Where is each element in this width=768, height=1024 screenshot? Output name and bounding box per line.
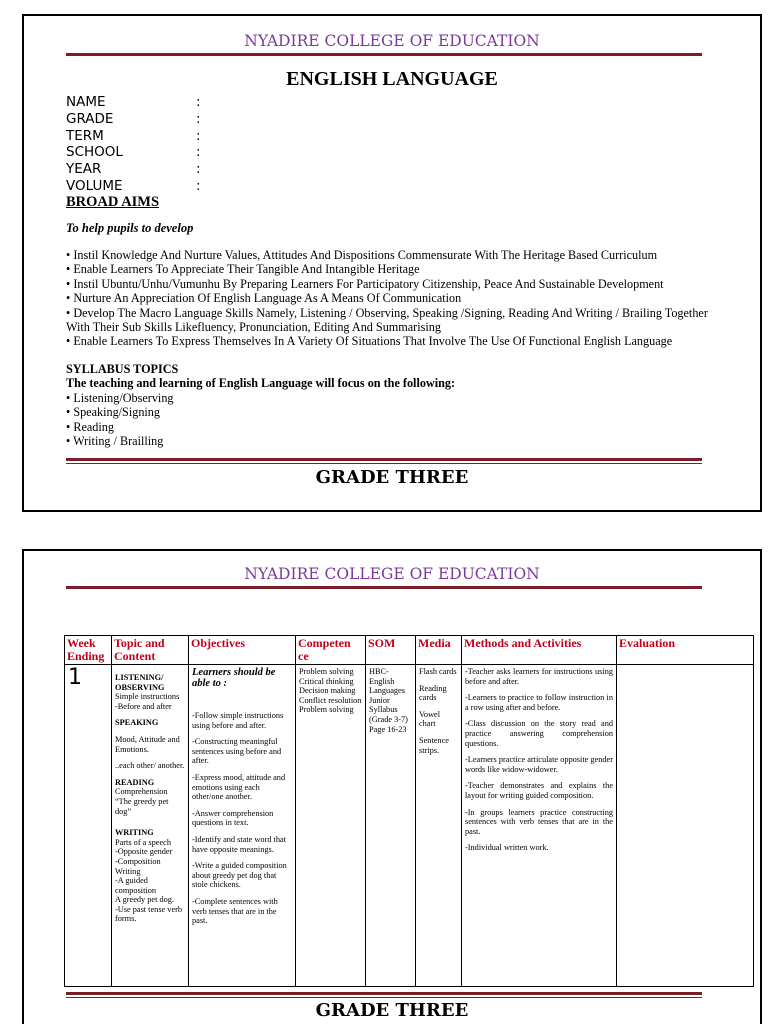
cell-topic: LISTENING/ OBSERVING Simple instructions -Before and after SPEAKING Mood, Attitude and Emotions. ..each other/ another. READING Comprehension “The greedy pet dog” WRITING Parts of a speech -Opposite gender -Composition Writing -A guided composition A greedy pet dog. -Use past tense verb forms. bbox=[112, 665, 189, 987]
field-name: NAME : bbox=[66, 94, 201, 110]
field-school: SCHOOL : bbox=[66, 144, 201, 161]
col-evaluation: Evaluation bbox=[617, 636, 754, 665]
cell-week: 1 bbox=[65, 665, 112, 987]
scheme-table bbox=[64, 635, 754, 987]
col-competence: Competen ce bbox=[296, 636, 366, 665]
cell-evaluation bbox=[617, 665, 754, 987]
cell-som: HBC-English Languages Junior Syllabus (Grade 3-7) Page 16-23 bbox=[366, 665, 416, 987]
col-methods: Methods and Activities bbox=[462, 636, 617, 665]
student-fields bbox=[66, 94, 201, 195]
topic-item: • Listening/Observing bbox=[66, 390, 174, 405]
field-year: YEAR : bbox=[66, 161, 201, 178]
document-title: ENGLISH LANGUAGE bbox=[286, 68, 498, 90]
col-week: Week Ending bbox=[65, 636, 112, 665]
col-topic: Topic and Content bbox=[112, 636, 189, 665]
syllabus-topics bbox=[66, 362, 716, 448]
table-header-row bbox=[65, 636, 754, 665]
topic-item: • Writing / Brailling bbox=[66, 434, 164, 449]
field-grade: GRADE : bbox=[66, 110, 201, 127]
header-rule bbox=[66, 53, 702, 56]
footer-rule bbox=[66, 458, 702, 461]
col-objectives: Objectives bbox=[189, 636, 296, 665]
topic-item: • Reading bbox=[66, 419, 114, 434]
footer-rule-thin bbox=[66, 997, 702, 998]
header-rule bbox=[66, 586, 702, 589]
document-page-1 bbox=[22, 14, 762, 512]
document-page-2 bbox=[22, 549, 762, 1024]
aim-item: • Nurture An Appreciation Of English Language As A Means Of Communication bbox=[66, 291, 462, 306]
aims-intro: To help pupils to develop bbox=[66, 221, 194, 235]
syllabus-intro: The teaching and learning of English Language will focus on the following: bbox=[66, 376, 456, 391]
aim-item: • Enable Learners To Express Themselves In A Variety Of Situations That Involve The Use Of Functional English Language bbox=[66, 334, 673, 349]
aim-item: • Develop The Macro Language Skills Namely, Listening / Observing, Speaking /Signing, Reading And Writing / Brailing Together With Their Sub Skills Likefluency, Pronunciation, Editing And Summarising bbox=[66, 305, 708, 335]
col-som: SOM bbox=[366, 636, 416, 665]
footer-rule bbox=[66, 992, 702, 995]
aims-list bbox=[66, 248, 716, 349]
field-volume: VOLUME : bbox=[66, 177, 201, 194]
cell-media: Flash cards Reading cards Vowel chart Sentence strips. bbox=[416, 665, 462, 987]
table-row bbox=[65, 665, 754, 987]
syllabus-heading: SYLLABUS TOPICS bbox=[66, 362, 179, 376]
col-media: Media bbox=[416, 636, 462, 665]
aim-item: • Enable Learners To Appreciate Their Tangible And Intangible Heritage bbox=[66, 262, 420, 277]
topic-item: • Speaking/Signing bbox=[66, 405, 160, 420]
grade-footer: GRADE THREE bbox=[315, 1000, 469, 1021]
footer-rule-thin bbox=[66, 463, 702, 464]
broad-aims-heading: BROAD AIMS bbox=[66, 194, 160, 210]
cell-objectives: Learners should be able to : -Follow simple instructions using before and after. -Constructing meaningful sentences using before and after. -Express mood, attitude and emotions using each other/one another. -Answer comprehension questions in text. -Identify and state word that have opposite meanings. -Write a guided composition about greedy pet dog that stole chickens. -Complete sentences with verb tenses that are in the past. bbox=[189, 665, 296, 987]
cell-competence: Problem solving Critical thinking Decision making Conflict resolution Problem solving bbox=[296, 665, 366, 987]
aim-item: • Instil Knowledge And Nurture Values, Attitudes And Dispositions Commensurate With The Heritage Based Curriculum bbox=[66, 248, 658, 262]
college-name: NYADIRE COLLEGE OF EDUCATION bbox=[244, 32, 540, 50]
grade-footer: GRADE THREE bbox=[315, 467, 469, 488]
cell-methods: -Teacher asks learners for instructions using before and after. -Learners to practice to follow instruction in a row using after and before. -Class discussion on the story read and practice answering comprehension questions. -Learners practice articulate opposite gender words like widow-widower. -Teacher demonstrates and explains the layout for writing guided composition. -In groups learners practice constructing sentences with verb tenses that are in the past. -Individual written work. bbox=[462, 665, 617, 987]
field-term: TERM : bbox=[66, 127, 201, 144]
college-name: NYADIRE COLLEGE OF EDUCATION bbox=[244, 565, 540, 583]
aim-item: • Instil Ubuntu/Unhu/Vumunhu By Preparing Learners For Participatory Citizenship, Peace And Sustainable Development bbox=[66, 276, 664, 291]
